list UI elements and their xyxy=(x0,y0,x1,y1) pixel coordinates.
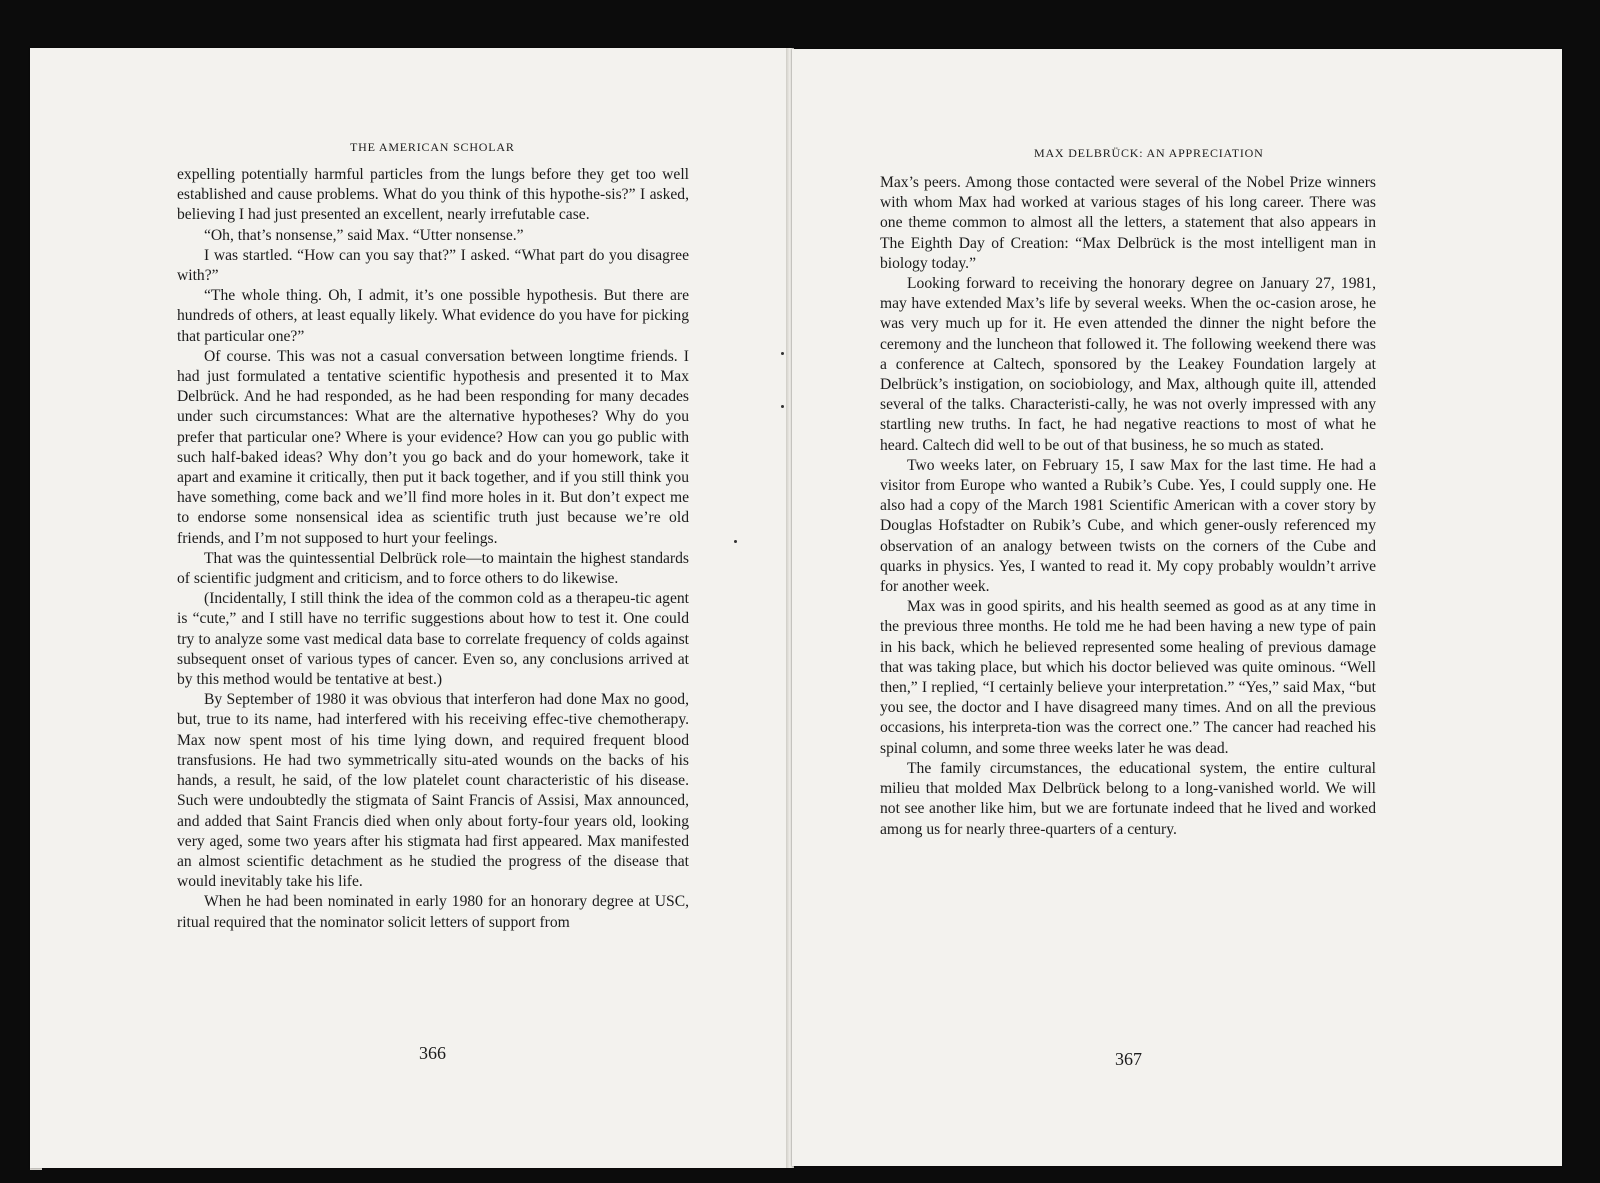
paragraph: Two weeks later, on February 15, I saw Max for the last time. He had a visitor from Europe who wanted a Rubik’s Cube. Yes, I could supply one. He also had a copy of the March 1981 Scientific American with a cover story by Douglas Hofstadter on Rubik’s Cube, and which gener-ously referenced my observation of an analogy between twists on the corners of the Cube and quarks in physics. Yes, I wanted to read it. My copy probably wouldn’t arrive for another week. xyxy=(880,456,1376,596)
paragraph: Max was in good spirits, and his health seemed as good as at any time in the previous three months. He told me he had been having a new type of pain in his back, which he believed represented some healing of previous damage that was taking place, but which his doctor believed was quite ominous. “Well then,” I replied, “I certainly believe your interpretation.” “Yes,” said Max, “but you see, the doctor and I have disagreed many times. And on all the previous occasions, his interpreta-tion was the correct one.” The cancer had reached his spinal column, and some three weeks later he was dead. xyxy=(880,598,1376,757)
paragraph: Of course. This was not a casual conversation between longtime friends. I had just formulated a tentative scientific hypothesis and presented it to Max Delbrück. And he had responded, as he had been responding for many decades under such circumstances: What are the alternative hypotheses? Why do you prefer that particular one? Where is your evidence? How can you go public with such half-baked ideas? Why don’t you go back and do your homework, take it apart and examine it critically, then put it back together, and if you still think you have something, come back and we’ll find more holes in it. But don’t expect me to endorse some nonsensical idea as scientific truth just because we’re old friends, and I’m not supposed to hurt your feelings. xyxy=(177,347,689,547)
paragraph: Max’s peers. Among those contacted were several of the Nobel Prize winners with whom Max had worked at various stages of his long career. There was one theme common to almost all the letters, a statement that also appears in The Eighth Day of Creation: “Max Delbrück is the most intelligent man in biology today.” xyxy=(880,174,1376,272)
paragraph: expelling potentially harmful particles from the lungs before they get too well established and cause problems. What do you think of this hypothe-sis?” I asked, believing I had just presented an excellent, nearly irrefutable case. xyxy=(177,166,689,224)
paper-speck xyxy=(781,405,784,408)
running-head: THE AMERICAN SCHOLAR xyxy=(350,140,515,154)
paragraph: The family circumstances, the educational system, the entire cultural milieu that molded Max Delbrück belong to a long-vanished world. We will not see another like him, but we are fortunate indeed that he lived and worked among us for nearly three-quarters of a century. xyxy=(880,759,1376,838)
paragraph: That was the quintessential Delbrück role—to maintain the highest standards of scientific judgment and criticism, and to force others to do likewise. xyxy=(177,549,689,588)
right-page xyxy=(792,49,1562,1166)
body-text xyxy=(177,165,689,933)
running-head: MAX DELBRÜCK: AN APPRECIATION xyxy=(1034,146,1264,160)
paragraph: “Oh, that’s nonsense,” said Max. “Utter nonsense.” xyxy=(204,226,524,244)
paragraph: When he had been nominated in early 1980 for an honorary degree at USC, ritual required that the nominator solicit letters of support from xyxy=(177,893,689,931)
left-page xyxy=(30,48,788,1168)
paper-speck xyxy=(781,352,784,355)
page-number: 366 xyxy=(419,1043,446,1063)
body-text xyxy=(880,173,1376,840)
paragraph: I was startled. “How can you say that?” I asked. “What part do you disagree with?” xyxy=(177,246,689,285)
paragraph: “The whole thing. Oh, I admit, it’s one possible hypothesis. But there are hundreds of others, at least equally likely. What evidence do you have for picking that particular one?” xyxy=(177,287,689,345)
page-number: 367 xyxy=(1115,1049,1142,1069)
paragraph: (Incidentally, I still think the idea of the common cold as a therapeu-tic agent is “cute,” and I still have no terrific suggestions about how to test it. One could try to analyze some vast medical data base to correlate frequency of colds against subsequent onset of various types of cancer. Even so, any conclusions arrived at by this method would be tentative at best.) xyxy=(177,590,689,689)
paper-speck xyxy=(734,540,737,543)
paragraph: By September of 1980 it was obvious that interferon had done Max no good, but, true to its name, had interfered with his receiving effec-tive chemotherapy. Max now spent most of his time lying down, and required frequent blood transfusions. He had two symmetrically situ-ated wounds on the backs of his hands, a result, he said, of the low platelet count characteristic of his disease. Such were undoubtedly the stigmata of Saint Francis of Assisi, Max announced, and added that Saint Francis died when only about forty-four years old, looking very aged, some two years after his stigmata had first appeared. Max manifested an almost scientific detachment as he studied the progress of the disease that would inevitably take his life. xyxy=(177,691,689,891)
paragraph: Looking forward to receiving the honorary degree on January 27, 1981, may have extended Max’s life by several weeks. When the oc-casion arose, he was very much up for it. He even attended the dinner the night before the ceremony and the luncheon that followed it. The following weekend there was a conference at Caltech, sponsored by the Leakey Foundation largely at Delbrück’s instigation, on sociobiology, and Max, although quite ill, attended several of the talks. Characteristi-cally, he was not overly impressed with any startling new truths. In fact, he had negative reactions to most of what he heard. Caltech did well to be out of that business, he so much as stated. xyxy=(880,275,1376,454)
